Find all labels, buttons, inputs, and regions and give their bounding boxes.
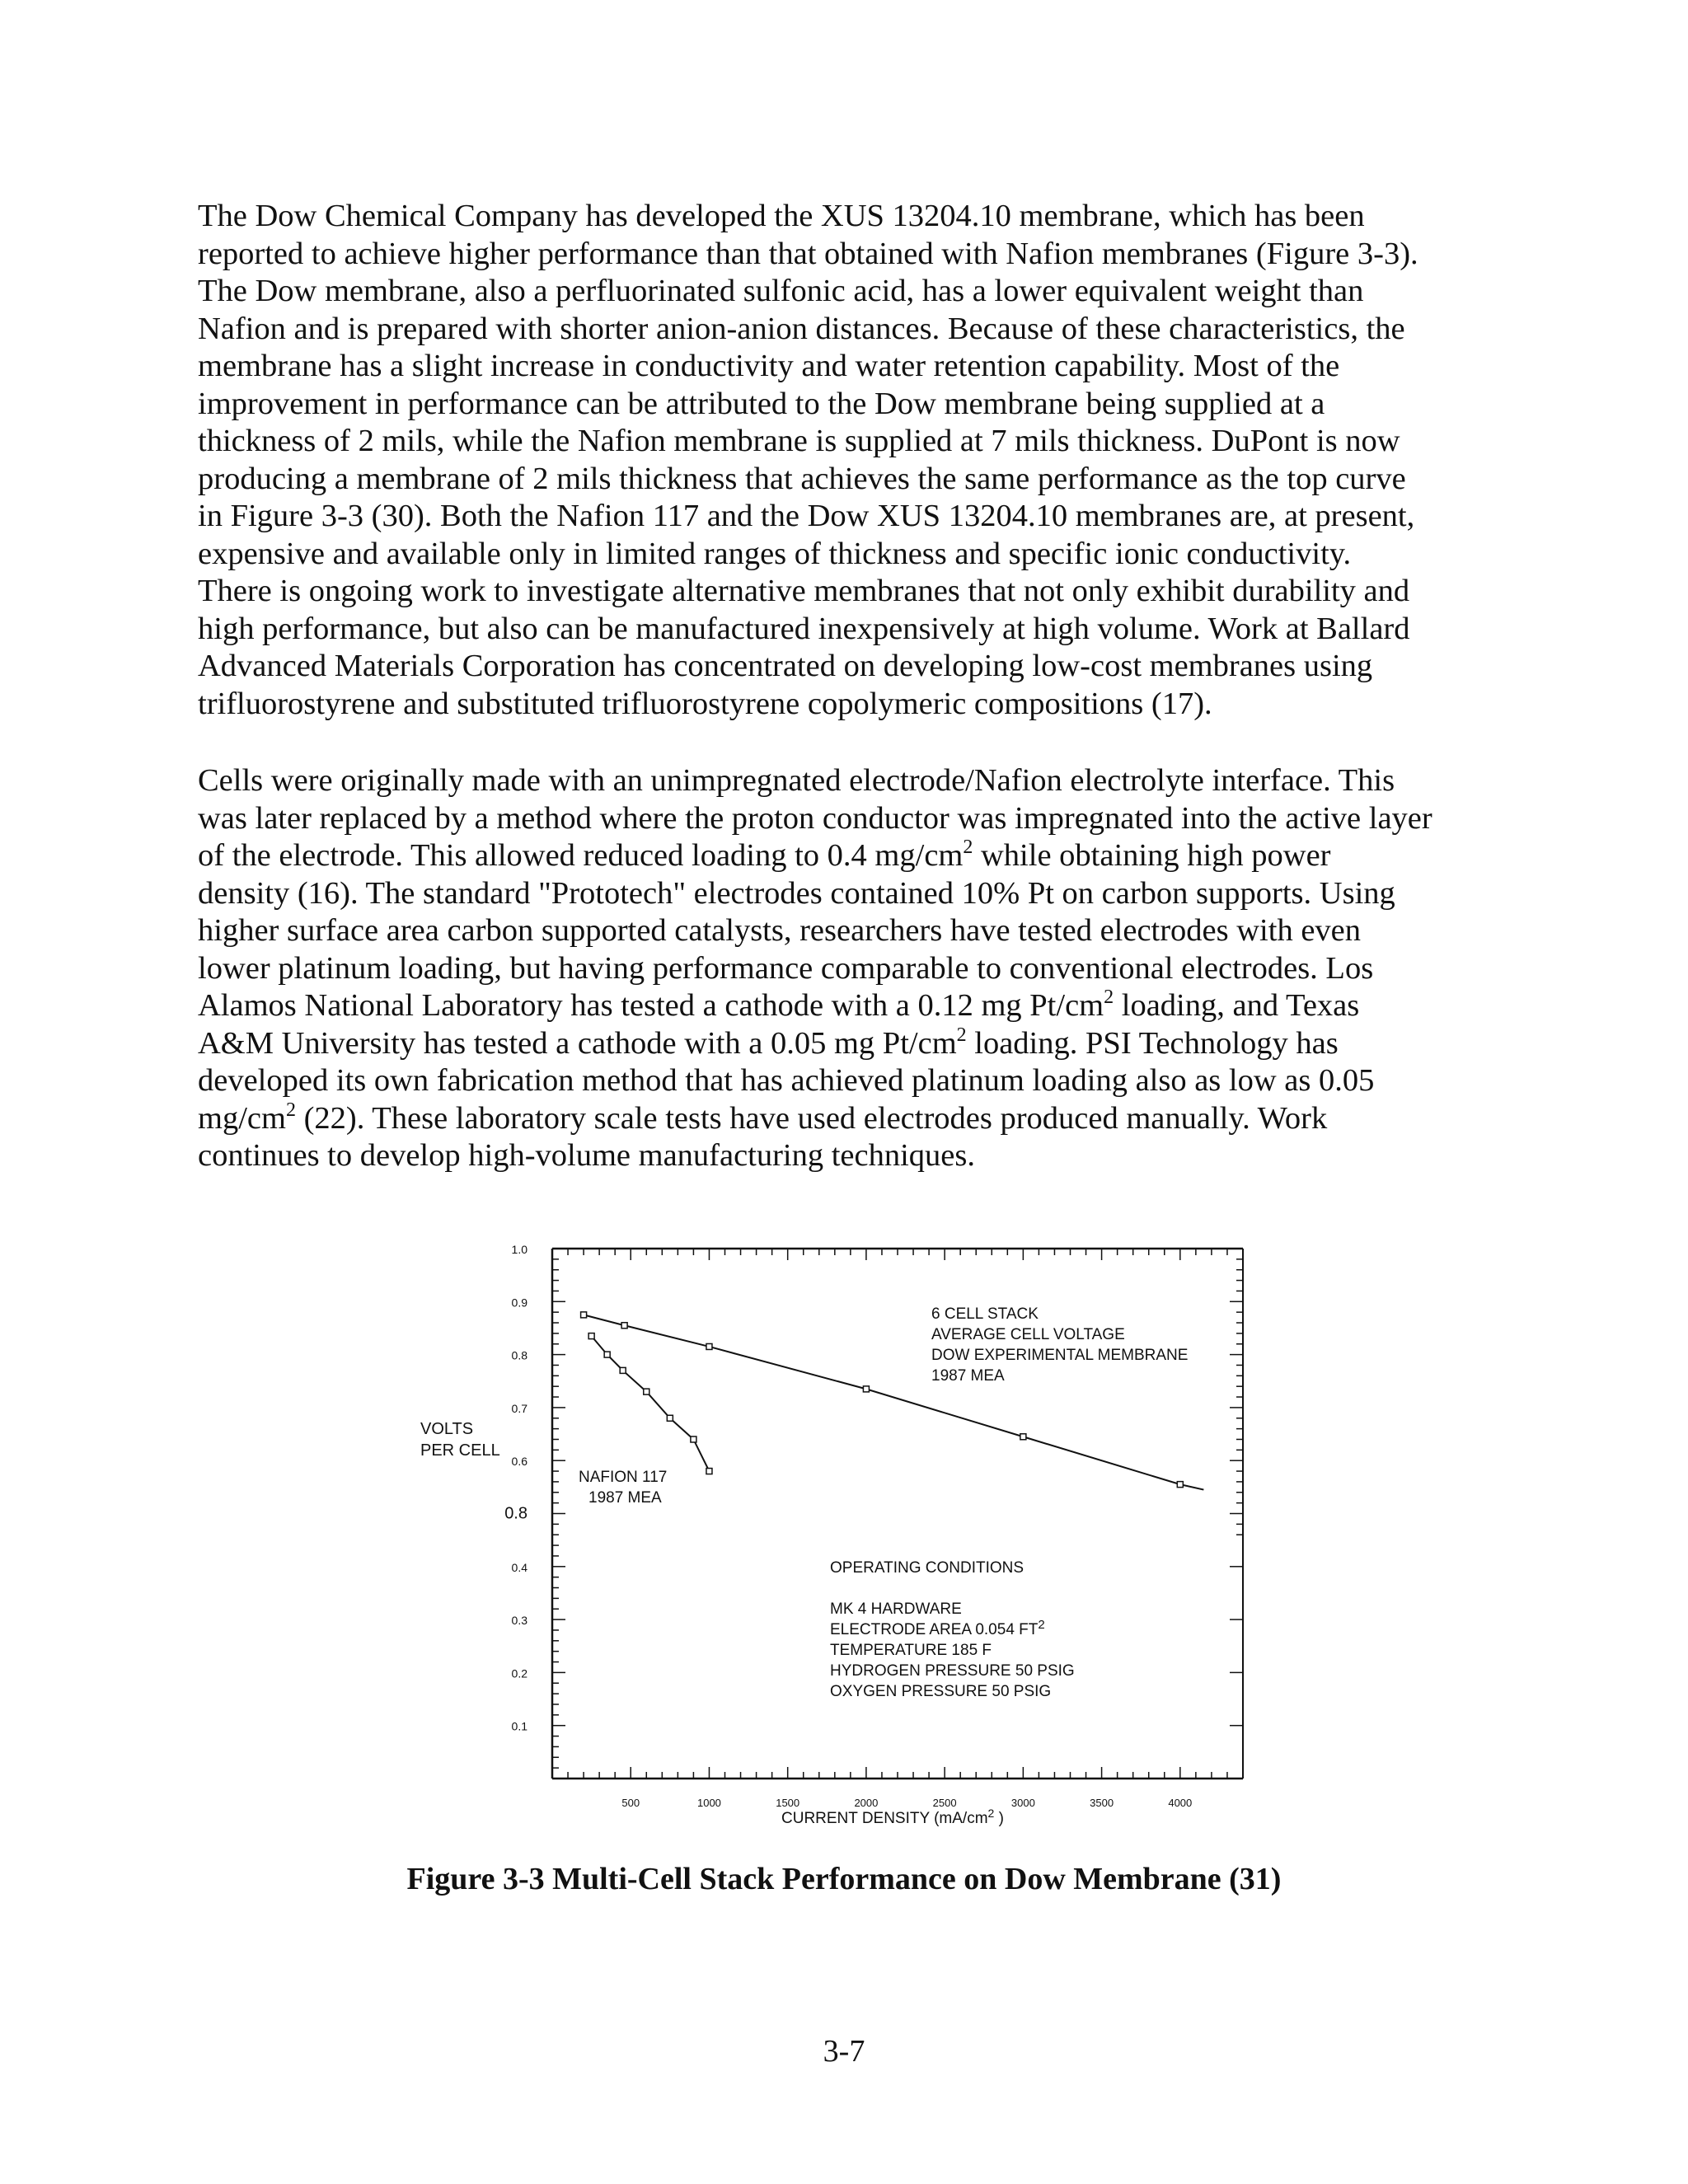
text-line: Advanced Materials Corporation has concentrated on developing low-cost membranes using bbox=[198, 649, 1373, 683]
dow-data-point bbox=[621, 1323, 627, 1329]
condition-sup: 2 bbox=[1038, 1618, 1045, 1632]
paragraph-electrodes bbox=[198, 762, 1484, 1175]
text-line: continues to develop high-volume manufacturing techniques. bbox=[198, 1138, 976, 1173]
x-tick-label: 3000 bbox=[1010, 1797, 1035, 1809]
text-line bbox=[198, 1025, 1484, 1063]
condition-line: TEMPERATURE 185 F bbox=[830, 1642, 992, 1659]
text-line: membrane has a slight increase in conductivity and water retention capability. Most of the bbox=[198, 349, 1340, 383]
text-line: Cells were originally made with an unimpregnated electrode/Nafion electrolyte interface. This bbox=[198, 763, 1395, 798]
nafion-data-point bbox=[644, 1389, 649, 1394]
y-axis-label-line2: PER CELL bbox=[420, 1441, 500, 1460]
text-line: expensive and available only in limited ranges of thickness and specific ionic conductivity. bbox=[198, 536, 1352, 571]
x-tick-label: 1500 bbox=[776, 1797, 800, 1809]
condition-line: OXYGEN PRESSURE 50 PSIG bbox=[830, 1683, 1052, 1700]
superscript: 2 bbox=[963, 837, 973, 858]
condition-text: ELECTRODE AREA 0.054 FT bbox=[830, 1621, 1039, 1638]
x-axis-label-end: ) bbox=[994, 1810, 1004, 1827]
dow-label-line: 6 CELL STACK bbox=[931, 1305, 1039, 1323]
text-run: A&M University has tested a cathode with a 0.05 mg Pt/cm bbox=[198, 1025, 957, 1061]
text-line: reported to achieve higher performance than that obtained with Nafion membranes (Figure 3-3). bbox=[198, 236, 1418, 271]
text-line: improvement in performance can be attributed to the Dow membrane being supplied at a bbox=[198, 386, 1325, 421]
y-tick-label: 0.3 bbox=[511, 1614, 528, 1628]
nafion-label-line: 1987 MEA bbox=[588, 1489, 662, 1507]
y-axis-ticks bbox=[504, 1243, 528, 1733]
text-run: mg/cm bbox=[198, 1100, 286, 1136]
x-axis-label-sup: 2 bbox=[987, 1807, 995, 1820]
text-line: producing a membrane of 2 mils thickness that achieves the same performance as the top curve bbox=[198, 461, 1406, 496]
y-tick-label: 0.6 bbox=[511, 1455, 528, 1469]
condition-line: HYDROGEN PRESSURE 50 PSIG bbox=[830, 1662, 1075, 1680]
text-run: (22). These laboratory scale tests have used electrodes produced manually. Work bbox=[295, 1100, 1328, 1136]
text-line: lower platinum loading, but having performance comparable to conventional electrodes. Los bbox=[198, 950, 1374, 986]
y-tick-label: 0.4 bbox=[511, 1560, 528, 1574]
dow-data-point bbox=[1177, 1482, 1183, 1488]
dow-data-point bbox=[706, 1343, 712, 1349]
dow-label-line: AVERAGE CELL VOLTAGE bbox=[931, 1326, 1125, 1343]
dow-data-point bbox=[863, 1386, 869, 1392]
superscript: 2 bbox=[285, 1099, 296, 1121]
text-line: thickness of 2 mils, while the Nafion membrane is supplied at 7 mils thickness. DuPont is now bbox=[198, 424, 1400, 458]
nafion-data-point bbox=[588, 1333, 594, 1339]
paragraph-dow-membrane bbox=[198, 198, 1484, 723]
nafion-data-point bbox=[691, 1436, 696, 1442]
page-number: 3-7 bbox=[823, 2034, 865, 2069]
text-line: density (16). The standard "Prototech" electrodes contained 10% Pt on carbon supports. Using bbox=[198, 875, 1395, 911]
nafion-data-point bbox=[667, 1415, 673, 1421]
y-axis-label-line1: VOLTS bbox=[420, 1420, 474, 1438]
condition-line: MK 4 HARDWARE bbox=[830, 1601, 962, 1618]
text-line: There is ongoing work to investigate alternative membranes that not only exhibit durability and bbox=[198, 574, 1410, 608]
x-tick-label: 3500 bbox=[1090, 1797, 1114, 1809]
x-tick-label: 1000 bbox=[696, 1797, 721, 1809]
text-line bbox=[198, 1100, 1484, 1138]
x-tick-label: 2000 bbox=[854, 1797, 879, 1809]
dow-label-line: DOW EXPERIMENTAL MEMBRANE bbox=[931, 1347, 1189, 1364]
text-line: was later replaced by a method where the proton conductor was impregnated into the active layer bbox=[198, 800, 1432, 836]
y-tick-label: 0.2 bbox=[511, 1666, 528, 1680]
y-tick-label: 0.9 bbox=[511, 1296, 528, 1310]
nafion-annotation bbox=[579, 1469, 667, 1507]
y-tick-label: 1.0 bbox=[511, 1243, 528, 1256]
dow-label-line: 1987 MEA bbox=[931, 1367, 1005, 1385]
nafion-data-point bbox=[604, 1352, 610, 1357]
text-line: higher surface area carbon supported catalysts, researchers have tested electrodes with even bbox=[198, 913, 1362, 948]
dow-annotation bbox=[931, 1305, 1188, 1385]
text-run: loading, and Texas bbox=[1114, 988, 1360, 1023]
dow-data-point bbox=[1020, 1434, 1026, 1440]
y-tick-label: 0.7 bbox=[511, 1401, 528, 1415]
text-line: Nafion and is prepared with shorter anion-anion distances. Because of these characteristics, the bbox=[198, 311, 1405, 346]
nafion-data-point bbox=[620, 1367, 626, 1373]
dow-data-point bbox=[581, 1312, 587, 1318]
text-line: trifluorostyrene and substituted trifluorostyrene copolymeric compositions (17). bbox=[198, 686, 1212, 721]
y-tick-label: 0.1 bbox=[511, 1719, 528, 1733]
figure-3-3 bbox=[396, 1220, 1286, 1846]
text-line: high performance, but also can be manufactured inexpensively at high volume. Work at Ballard bbox=[198, 611, 1410, 646]
nafion-label-line: NAFION 117 bbox=[579, 1469, 668, 1486]
x-tick-label: 2500 bbox=[932, 1797, 957, 1809]
text-run: while obtaining high power bbox=[973, 838, 1331, 873]
text-run: of the electrode. This allowed reduced loading to 0.4 mg/cm bbox=[198, 838, 964, 873]
y-tick-label: 0.8 bbox=[511, 1348, 528, 1362]
superscript: 2 bbox=[1104, 987, 1114, 1008]
text-line: developed its own fabrication method that has achieved platinum loading also as low as 0.05 bbox=[198, 1063, 1375, 1098]
text-line bbox=[198, 837, 1484, 875]
text-run: Alamos National Laboratory has tested a cathode with a 0.12 mg Pt/cm bbox=[198, 988, 1104, 1023]
x-axis-label bbox=[781, 1807, 1004, 1827]
performance-chart bbox=[396, 1220, 1286, 1846]
condition-line bbox=[830, 1618, 1045, 1638]
x-tick-label: 4000 bbox=[1168, 1797, 1193, 1809]
text-line: The Dow Chemical Company has developed the XUS 13204.10 membrane, which has been bbox=[198, 199, 1365, 233]
text-line: in Figure 3-3 (30). Both the Nafion 117 and the Dow XUS 13204.10 membranes are, at present, bbox=[198, 499, 1415, 533]
nafion-data-point bbox=[706, 1469, 712, 1474]
superscript: 2 bbox=[956, 1024, 967, 1046]
operating-conditions bbox=[830, 1559, 1075, 1700]
conditions-title: OPERATING CONDITIONS bbox=[830, 1559, 1025, 1577]
x-tick-label: 500 bbox=[621, 1797, 640, 1809]
x-axis-label-text: CURRENT DENSITY (mA/cm bbox=[781, 1810, 988, 1827]
text-line bbox=[198, 987, 1484, 1025]
text-line: The Dow membrane, also a perfluorinated sulfonic acid, has a lower equivalent weight than bbox=[198, 274, 1364, 308]
x-axis-ticks bbox=[621, 1797, 1192, 1809]
y-tick-label: 0.8 bbox=[504, 1504, 528, 1523]
figure-caption: Figure 3-3 Multi-Cell Stack Performance on Dow Membrane (31) bbox=[406, 1862, 1282, 1896]
text-run: loading. PSI Technology has bbox=[966, 1025, 1339, 1061]
